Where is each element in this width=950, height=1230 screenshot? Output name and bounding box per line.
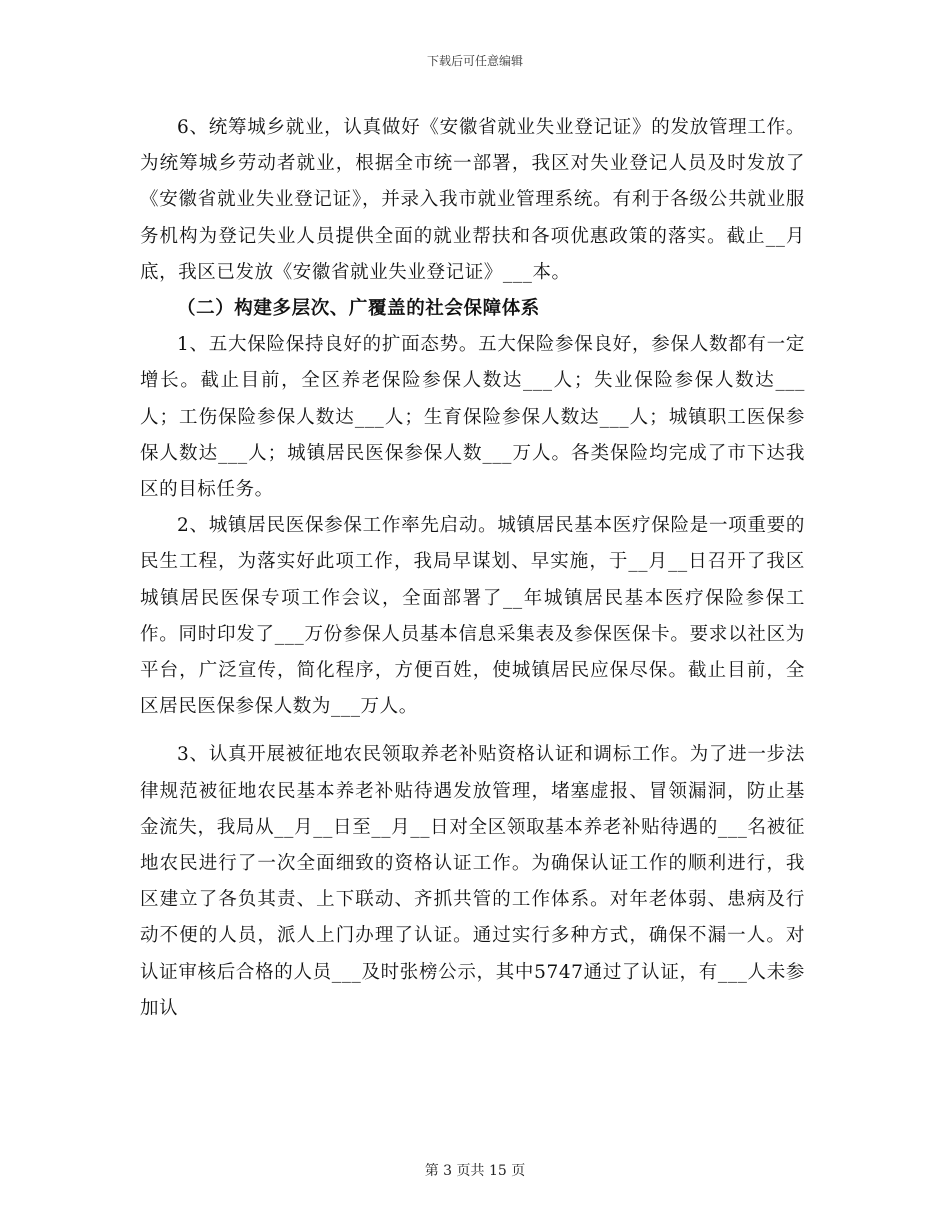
- paragraph-resident-medical-insurance: 2、城镇居民医保参保工作率先启动。城镇居民基本医疗保险是一项重要的民生工程，为落实好此项工作，我局早谋划、早实施，于__月__日召开了我区城镇居民医保专项工作会议，全面部署了__年城镇居民基本医疗保险参保工作。同时印发了___万份参保人员基本信息采集表及参保医保卡。要求以社区为平台，广泛宣传，简化程序，方便百姓，使城镇居民应保尽保。截止目前，全区居民医保参保人数为___万人。: [140, 515, 805, 718]
- paragraph-five-insurances: 1、五大保险保持良好的扩面态势。五大保险参保良好，参保人数都有一定增长。截止目前，全区养老保险参保人数达___人；失业保险参保人数达___人；工伤保险参保人数达___人；生育保险参保人数达___人；城镇职工医保参保人数达___人；城镇居民医保参保人数___万人。各类保险均完成了市下达我区的目标任务。: [140, 334, 805, 501]
- paragraph-land-expropriated-farmers: 3、认真开展被征地农民领取养老补贴资格认证和调标工作。为了进一步法律规范被征地农民基本养老补贴待遇发放管理，堵塞虚报、冒领漏洞，防止基金流失，我局从__月__日至__月__日对全区领取基本养老补贴待遇的___名被征地农民进行了一次全面细致的资格认证工作。为确保认证工作的顺利进行，我区建立了各负其责、上下联动、齐抓共管的工作体系。对年老体弱、患病及行动不便的人员，派人上门办理了认证。通过实行多种方式，确保不漏一人。对认证审核后合格的人员___及时张榜公示，其中5747通过了认证，有___人未参加认: [140, 744, 805, 1019]
- page-header: 下载后可任意编辑: [426, 54, 523, 68]
- paragraph-employment-registration: 6、统筹城乡就业，认真做好《安徽省就业失业登记证》的发放管理工作。为统筹城乡劳动者就业，根据全市统一部署，我区对失业登记人员及时发放了《安徽省就业失业登记证》，并录入我市就业管理系统。有利于各级公共就业服务机构为登记失业人员提供全面的就业帮扶和各项优惠政策的落实。截止__月底，我区已发放《安徽省就业失业登记证》___本。: [140, 117, 805, 283]
- page-number-footer: 第 3 页共 15 页: [424, 1163, 526, 1179]
- document-body: [140, 110, 805, 1027]
- section-heading-social-security: （二）构建多层次、广覆盖的社会保障体系: [177, 298, 540, 320]
